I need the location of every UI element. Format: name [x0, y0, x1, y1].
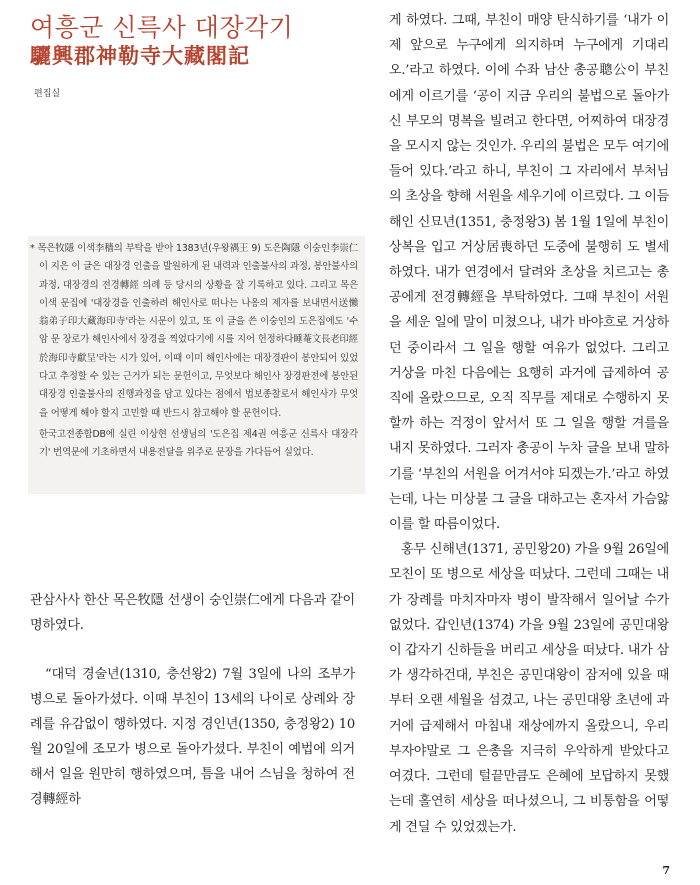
department-label: 편집실 [34, 89, 61, 99]
article-subtitle-hanja: 驪興郡神勒寺大藏閣記 [30, 43, 250, 68]
intro-paragraph: 관삼사사 한산 목은牧隱 선생이 숭인崇仁에게 다음과 같이 명하였다. [30, 593, 355, 633]
editor-note [30, 240, 358, 463]
right-paragraph-1: 게 하였다. 그때, 부친이 매양 탄식하기를 ‘내가 이제 앞으로 누구에게 의지하며 누구에게 기대리오.’라고 하였다. 이에 수좌 남산 총공聰公이 부친에게 이르기를 ‘공이 지금 우리의 불법으로 돌아가신 부모의 명복을 빌려고 한다면, 어찌하여 대장경을 모시지 않는 것인가. 우리의 불법은 모두 여기에 들어 있다.’라고 하니, 부친이 그 자리에서 부처님의 초상을 향해 서원을 세우기에 이르렀다. 그 이듬해인 신묘년(1351, 충정왕3) 봄 1월 1일에 부친이 상복을 입고 거상居喪하던 도중에 불행히 도 별세하였다. 내가 연경에서 달려와 초상을 치르고는 총공에게 전경轉經을 부탁하였다. 그때 부친이 서원을 세운 일에 말이 미쳤으나, 내가 바야흐로 거상하던 중이라서 그 일을 행할 여유가 없었다. 그리고 거상을 마친 다음에는 요행히 과거에 급제하여 공직에 올랐으므로, 오직 직무를 제대로 수행하지 못할까 하는 걱정이 앞서서 또 그 일을 행할 겨를을 내지 못하였다. 그러자 총공이 누차 글을 보내 말하기를 ‘부친의 서원을 어겨서야 되겠는가.’라고 하였는데, 나는 미상불 그 글을 대하고는 혼자서 가슴앓이를 할 따름이었다. [389, 13, 669, 533]
note-paragraph-2: 한국고전종합DB에 실린 이상현 선생님의 '도은집 제4권 여흥군 신륵사 대장각기' 번역문에 기초하면서 내용전달을 위주로 문장을 가다듬어 실었다. [39, 428, 358, 459]
quote-paragraph: “대덕 경술년(1310, 충선왕2) 7월 3일에 나의 조부가 병으로 돌아가셨다. 이때 부친이 13세의 나이로 상례와 장례를 유감없이 행하였다. 지정 경인년(1350, 충정왕2) 10월 20일에 조모가 병으로 돌아가셨다. 부친이 예법에 의거해서 일을 원만히 행하였으며, 틈을 내어 스님을 청하여 전경轉經하 [30, 667, 355, 807]
right-column-body [389, 8, 669, 840]
article-title: 여흥군 신륵사 대장각기 [30, 13, 294, 42]
left-column-body [30, 588, 355, 812]
page-number: 7 [662, 864, 670, 877]
right-paragraph-2: 홍무 신해년(1371, 공민왕20) 가을 9월 26일에 모친이 또 병으로 세상을 떠났다. 그런데 그때는 내가 장례를 마치자마자 병이 발작해서 일어날 수가 없었다. 갑인년(1374) 가을 9월 23일에 공민대왕이 갑자기 신하들을 버리고 세상을 떠났다. 내가 삼가 생각하건대, 부친은 공민대왕이 잠저에 있을 때부터 오랜 세월을 섬겼고, 나는 공민대왕 초년에 과거에 급제해서 마침내 재상에까지 올랐으니, 우리 부자야말로 그 은총을 지극히 우악하게 받았다고 여겼다. 그런데 털끝만큼도 은혜에 보답하지 못했는데 홀연히 세상을 떠나셨으니, 그 비통함을 어떻게 견딜 수 있었겠는가. [389, 542, 669, 835]
note-paragraph-1: * 목은牧隱 이색李穡의 부탁을 받아 1383년(우왕禑王 9) 도은陶隱 이숭인李崇仁이 지은 이 글은 대장경 인출을 발원하게 된 내력과 인출불사의 과정, 봉안불사의 과정, 대장경의 전경轉經 의례 등 당시의 상황을 잘 기록하고 있다. 그리고 목은 이색 문집에 '대장경을 인출하려 해인사로 떠나는 나옹의 제자를 보내면서送懶翁弟子印大藏海印寺'라는 시문이 있고, 또 이 글을 쓴 이숭인의 도은집에도 '수암 문 장로가 해인사에서 장경을 찍었다기에 시를 지어 헌정하다睡菴文長老印經於海印寺獻呈'라는 시가 있어, 이때 이미 해인사에는 대장경판이 봉안되어 있었다고 추정할 수 있는 근거가 되는 문헌이고, 무엇보다 해인사 장경판전에 봉안된 대장경 인출불사의 진행과정을 담고 있다는 점에서 법보종찰로서 해인사가 무엇을 어떻게 해야 할지 고민할 때 반드시 참고해야 할 문헌이다. [30, 243, 358, 419]
